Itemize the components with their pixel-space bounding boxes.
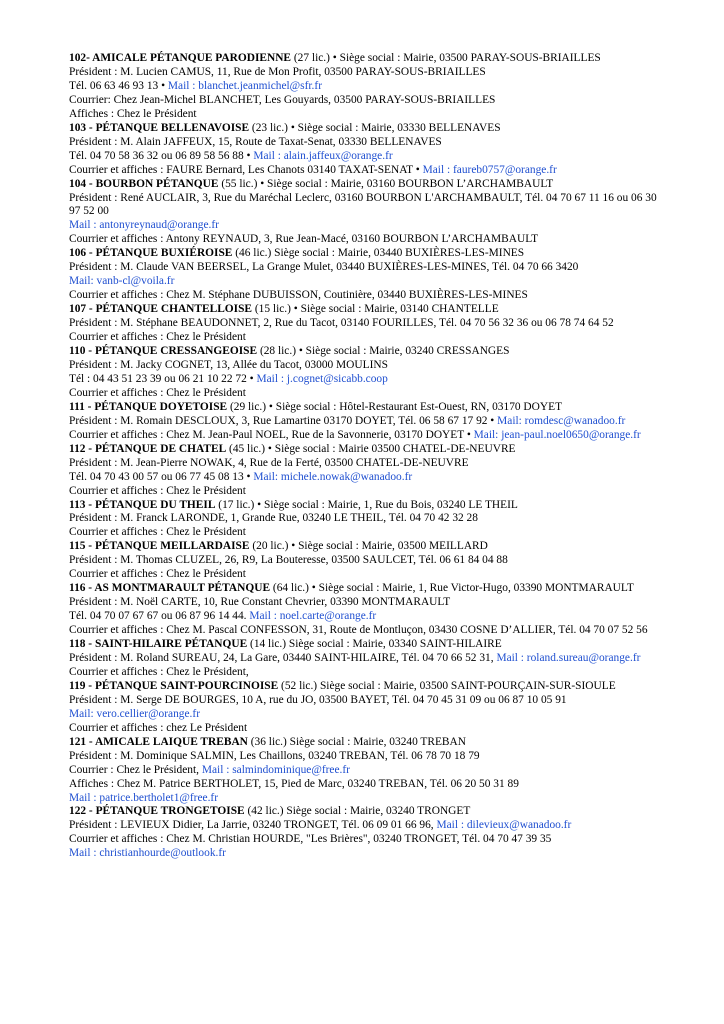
club-entry-112 xyxy=(69,443,661,499)
text-segment: Courrier et affiches : Chez le Président xyxy=(69,386,246,399)
club-name: 102- AMICALE PÉTANQUE PARODIENNE xyxy=(69,52,292,64)
club-detail-line xyxy=(69,833,661,847)
text-segment: Courrier et affiches : Chez le Président xyxy=(69,526,246,539)
text-segment: (15 lic.) • Siège social : Mairie, 03140 CHANTELLE xyxy=(252,303,499,316)
text-segment: Courrier et affiches : Antony REYNAUD, 3, Rue Jean-Macé, 03160 BOURBON L’ARCHAMBAULT xyxy=(69,233,539,246)
club-entry-122 xyxy=(69,805,661,861)
club-entry-106 xyxy=(69,247,661,303)
email-link[interactable]: Mail: michele.nowak@wanadoo.fr xyxy=(253,470,413,483)
club-heading xyxy=(69,247,661,261)
club-detail-line xyxy=(69,108,661,122)
club-detail-line xyxy=(69,512,661,526)
club-entry-111 xyxy=(69,401,661,443)
club-detail-line xyxy=(69,792,661,806)
club-detail-line xyxy=(69,331,661,345)
club-heading xyxy=(69,582,661,596)
text-segment: Président : M. Alain JAFFEUX, 15, Route de Taxat-Senat, 03330 BELLENAVES xyxy=(69,135,442,148)
text-segment: (36 lic.) Siège social : Mairie, 03240 TREBAN xyxy=(247,735,466,748)
text-segment: Président : M. Dominique SALMIN, Les Chaillons, 03240 TREBAN, Tél. 06 78 70 18 79 xyxy=(69,749,480,762)
text-segment: Courrier : Chez le Président, xyxy=(69,763,202,776)
text-segment: Président : M. Lucien CAMUS, 11, Rue de Mon Profit, 03500 PARAY-SOUS-BRIAILLES xyxy=(69,65,486,78)
club-detail-line xyxy=(69,652,661,666)
club-detail-line xyxy=(69,150,661,164)
text-segment: Président : M. Noël CARTE, 10, Rue Constant Chevrier, 03390 MONTMARAULT xyxy=(69,596,451,609)
email-link[interactable]: Mail : salmindominique@free.fr xyxy=(201,763,350,776)
club-detail-line xyxy=(69,847,661,861)
text-segment: (17 lic.) • Siège social : Mairie, 1, Rue du Bois, 03240 LE THEIL xyxy=(215,498,518,511)
email-link[interactable]: Mail: vero.cellier@orange.fr xyxy=(69,707,200,720)
club-detail-line xyxy=(69,289,661,303)
club-detail-line xyxy=(69,610,661,624)
club-detail-line xyxy=(69,722,661,736)
club-name: 112 - PÉTANQUE DE CHATEL xyxy=(69,442,227,455)
club-heading xyxy=(69,303,661,317)
club-detail-line xyxy=(69,94,661,108)
club-detail-line xyxy=(69,554,661,568)
club-detail-line xyxy=(69,750,661,764)
text-segment: Courrier et affiches : Chez M. Pascal CONFESSON, 31, Route de Montluçon, 03430 COSNE D’ALLIER, Tél. 04 70 07 52 56 xyxy=(69,624,648,637)
email-link[interactable]: Mail : j.cognet@sicabb.coop xyxy=(256,372,388,385)
text-segment: Président : M. Franck LARONDE, 1, Grande Rue, 03240 LE THEIL, Tél. 04 70 42 32 28 xyxy=(69,512,478,525)
club-detail-line xyxy=(69,764,661,778)
text-segment: (45 lic.) • Siège social : Mairie 03500 CHATEL-DE-NEUVRE xyxy=(226,442,516,455)
text-segment: Président : LEVIEUX Didier, La Jarrie, 03240 TRONGET, Tél. 06 09 01 66 96, xyxy=(69,819,437,832)
text-segment: (23 lic.) • Siège social : Mairie, 03330 BELLENAVES xyxy=(249,121,501,134)
text-segment: Président : M. Romain DESCLOUX, 3, Rue Lamartine 03170 DOYET, Tél. 06 58 67 17 92 • xyxy=(69,414,498,427)
club-detail-line xyxy=(69,66,661,80)
club-detail-line xyxy=(69,526,661,540)
club-detail-line xyxy=(69,415,661,429)
email-link[interactable]: Mail : noel.carte@orange.fr xyxy=(249,610,377,623)
club-detail-line xyxy=(69,359,661,373)
club-detail-line xyxy=(69,317,661,331)
text-segment: Président : M. Jean-Pierre NOWAK, 4, Rue de la Ferté, 03500 CHATEL-DE-NEUVRE xyxy=(69,456,469,469)
club-heading xyxy=(69,401,661,415)
email-link[interactable]: Mail: romdesc@wanadoo.fr xyxy=(497,414,626,427)
text-segment: Tél. 04 70 58 36 32 ou 06 89 58 56 88 • xyxy=(69,149,254,162)
club-detail-line xyxy=(69,136,661,150)
club-name: 115 - PÉTANQUE MEILLARDAISE xyxy=(69,540,250,553)
email-link[interactable]: Mail : blanchet.jeanmichel@sfr.fr xyxy=(167,79,322,92)
club-detail-line xyxy=(69,624,661,638)
text-segment: Courrier et affiches : Chez le Président xyxy=(69,568,246,581)
club-entry-121 xyxy=(69,736,661,806)
text-segment: (29 lic.) • Siège social : Hôtel-Restaurant Est-Ouest, RN, 03170 DOYET xyxy=(227,400,563,413)
email-link[interactable]: Mail: jean-paul.noel0650@orange.fr xyxy=(473,428,641,441)
club-detail-line xyxy=(69,261,661,275)
club-heading xyxy=(69,443,661,457)
text-segment: Président : René AUCLAIR, 3, Rue du Maréchal Leclerc, 03160 BOURBON L'ARCHAMBAULT, Tél. 04 70 67 11 16 ou 06 30 97 52 00 xyxy=(69,191,657,218)
club-name: 119 - PÉTANQUE SAINT-POURCINOISE xyxy=(69,679,279,692)
club-heading xyxy=(69,52,661,66)
club-entry-118 xyxy=(69,638,661,680)
text-segment: Président : M. Serge DE BOURGES, 10 A, rue du JO, 03500 BAYET, Tél. 04 70 45 31 09 ou 06 87 10 05 91 xyxy=(69,693,567,706)
text-segment: Courrier et affiches : Chez le Président xyxy=(69,331,246,344)
text-segment: (20 lic.) • Siège social : Mairie, 03500 MEILLARD xyxy=(249,540,488,553)
text-segment: (42 lic.) Siège social : Mairie, 03240 TRONGET xyxy=(244,805,471,818)
club-name: 104 - BOURBON PÉTANQUE xyxy=(69,177,219,190)
club-name: 106 - PÉTANQUE BUXIÉROISE xyxy=(69,247,233,260)
text-segment: Courrier: Chez Jean-Michel BLANCHET, Les Gouyards, 03500 PARAY-SOUS-BRIAILLES xyxy=(69,93,496,106)
email-link[interactable]: Mail : alain.jaffeux@orange.fr xyxy=(253,149,393,162)
club-detail-line xyxy=(69,778,661,792)
email-link[interactable]: Mail: vanb-cl@voila.fr xyxy=(69,275,175,288)
club-detail-line xyxy=(69,373,661,387)
text-segment: (52 lic.) Siège social : Mairie, 03500 SAINT-POURÇAIN-SUR-SIOULE xyxy=(278,679,616,692)
text-segment: (55 lic.) • Siège social : Mairie, 03160 BOURBON L’ARCHAMBAULT xyxy=(218,177,554,190)
email-link[interactable]: Mail : christianhourde@outlook.fr xyxy=(69,847,226,860)
club-detail-line xyxy=(69,219,661,233)
club-detail-line xyxy=(69,275,661,289)
club-heading xyxy=(69,680,661,694)
club-heading xyxy=(69,540,661,554)
text-segment: Affiches : Chez M. Patrice BERTHOLET, 15, Pied de Marc, 03240 TREBAN, Tél. 06 20 50 31 89 xyxy=(69,777,519,790)
email-link[interactable]: Mail : dilevieux@wanadoo.fr xyxy=(436,819,572,832)
text-segment: Président : M. Jacky COGNET, 13, Allée du Tacot, 03000 MOULINS xyxy=(69,358,388,371)
text-segment: Affiches : Chez le Président xyxy=(69,107,197,120)
text-segment: Courrier et affiches : Chez le Président xyxy=(69,484,246,497)
club-heading xyxy=(69,805,661,819)
text-segment: (64 lic.) • Siège social : Mairie, 1, Rue Victor-Hugo, 03390 MONTMARAULT xyxy=(270,582,634,595)
email-link[interactable]: Mail : patrice.bertholet1@free.fr xyxy=(69,791,219,804)
club-entry-103 xyxy=(69,122,661,178)
club-detail-line xyxy=(69,192,661,220)
club-detail-line xyxy=(69,233,661,247)
club-heading xyxy=(69,736,661,750)
club-name: 113 - PÉTANQUE DU THEIL xyxy=(69,498,216,511)
text-segment: Tél. 04 70 07 67 67 ou 06 87 96 14 44. xyxy=(69,610,250,623)
club-detail-line xyxy=(69,819,661,833)
club-name: 116 - AS MONTMARAULT PÉTANQUE xyxy=(69,582,271,595)
text-segment: Tél. 04 70 43 00 57 ou 06 77 45 08 13 • xyxy=(69,470,254,483)
club-detail-line xyxy=(69,666,661,680)
club-heading xyxy=(69,499,661,513)
club-detail-line xyxy=(69,387,661,401)
club-detail-line xyxy=(69,429,661,443)
club-detail-line xyxy=(69,596,661,610)
text-segment: Tél : 04 43 51 23 39 ou 06 21 10 22 72 • xyxy=(69,372,257,385)
club-detail-line xyxy=(69,485,661,499)
text-segment: Président : M. Roland SUREAU, 24, La Gare, 03440 SAINT-HILAIRE, Tél. 04 70 66 52 31, xyxy=(69,651,497,664)
text-segment: Courrier et affiches : Chez M. Christian HOURDE, "Les Brières", 03240 TRONGET, Tél. 04 70 47 39 35 xyxy=(69,833,552,846)
club-entry-116 xyxy=(69,582,661,638)
text-segment: (27 lic.) • Siège social : Mairie, 03500 PARAY-SOUS-BRIAILLES xyxy=(291,52,601,64)
club-heading xyxy=(69,122,661,136)
club-name: 118 - SAINT-HILAIRE PÉTANQUE xyxy=(69,638,248,651)
club-name: 122 - PÉTANQUE TRONGETOISE xyxy=(69,805,245,818)
text-segment: Tél. 06 63 46 93 13 • xyxy=(69,79,168,92)
club-entry-107 xyxy=(69,303,661,345)
club-name: 107 - PÉTANQUE CHANTELLOISE xyxy=(69,303,253,316)
text-segment: Courrier et affiches : Chez le Président, xyxy=(69,665,249,678)
club-detail-line xyxy=(69,568,661,582)
club-detail-line xyxy=(69,708,661,722)
email-link[interactable]: Mail : roland.sureau@orange.fr xyxy=(496,651,641,664)
text-segment: Courrier et affiches : FAURE Bernard, Les Chanots 03140 TAXAT-SENAT • xyxy=(69,163,423,176)
text-segment: Courrier et affiches : Chez M. Stéphane DUBUISSON, Coutinière, 03440 BUXIÈRES-LES-MINES xyxy=(69,289,528,302)
club-name: 103 - PÉTANQUE BELLENAVOISE xyxy=(69,121,250,134)
club-entry-110 xyxy=(69,345,661,401)
club-detail-line xyxy=(69,457,661,471)
text-segment: Président : M. Claude VAN BEERSEL, La Grange Mulet, 03440 BUXIÈRES-LES-MINES, Tél. 04 70 66 3420 xyxy=(69,261,579,274)
text-segment: (46 lic.) Siège social : Mairie, 03440 BUXIÈRES-LES-MINES xyxy=(232,247,525,260)
club-directory xyxy=(69,52,661,861)
club-detail-line xyxy=(69,471,661,485)
club-entry-104 xyxy=(69,178,661,248)
club-detail-line xyxy=(69,80,661,94)
club-detail-line xyxy=(69,694,661,708)
club-name: 121 - AMICALE LAIQUE TREBAN xyxy=(69,735,248,748)
club-entry-102 xyxy=(69,52,661,122)
club-heading xyxy=(69,178,661,192)
club-entry-119 xyxy=(69,680,661,736)
text-segment: (28 lic.) • Siège social : Mairie, 03240 CRESSANGES xyxy=(257,345,510,358)
club-name: 111 - PÉTANQUE DOYETOISE xyxy=(69,400,228,413)
email-link[interactable]: Mail : faureb0757@orange.fr xyxy=(422,163,557,176)
club-entry-115 xyxy=(69,540,661,582)
text-segment: (14 lic.) Siège social : Mairie, 03340 SAINT-HILAIRE xyxy=(247,638,502,651)
club-heading xyxy=(69,638,661,652)
text-segment: Président : M. Stéphane BEAUDONNET, 2, Rue du Tacot, 03140 FOURILLES, Tél. 04 70 56 32 36 ou 06 78 74 64 52 xyxy=(69,317,614,330)
text-segment: Président : M. Thomas CLUZEL, 26, R9, La Bouteresse, 03500 SAULCET, Tél. 06 61 84 04 88 xyxy=(69,554,508,567)
club-detail-line xyxy=(69,164,661,178)
email-link[interactable]: Mail : antonyreynaud@orange.fr xyxy=(69,219,219,232)
club-heading xyxy=(69,345,661,359)
text-segment: Courrier et affiches : chez Le Président xyxy=(69,721,248,734)
club-name: 110 - PÉTANQUE CRESSANGEOISE xyxy=(69,345,258,358)
club-entry-113 xyxy=(69,499,661,541)
text-segment: Courrier et affiches : Chez M. Jean-Paul NOEL, Rue de la Savonnerie, 03170 DOYET • xyxy=(69,428,474,441)
